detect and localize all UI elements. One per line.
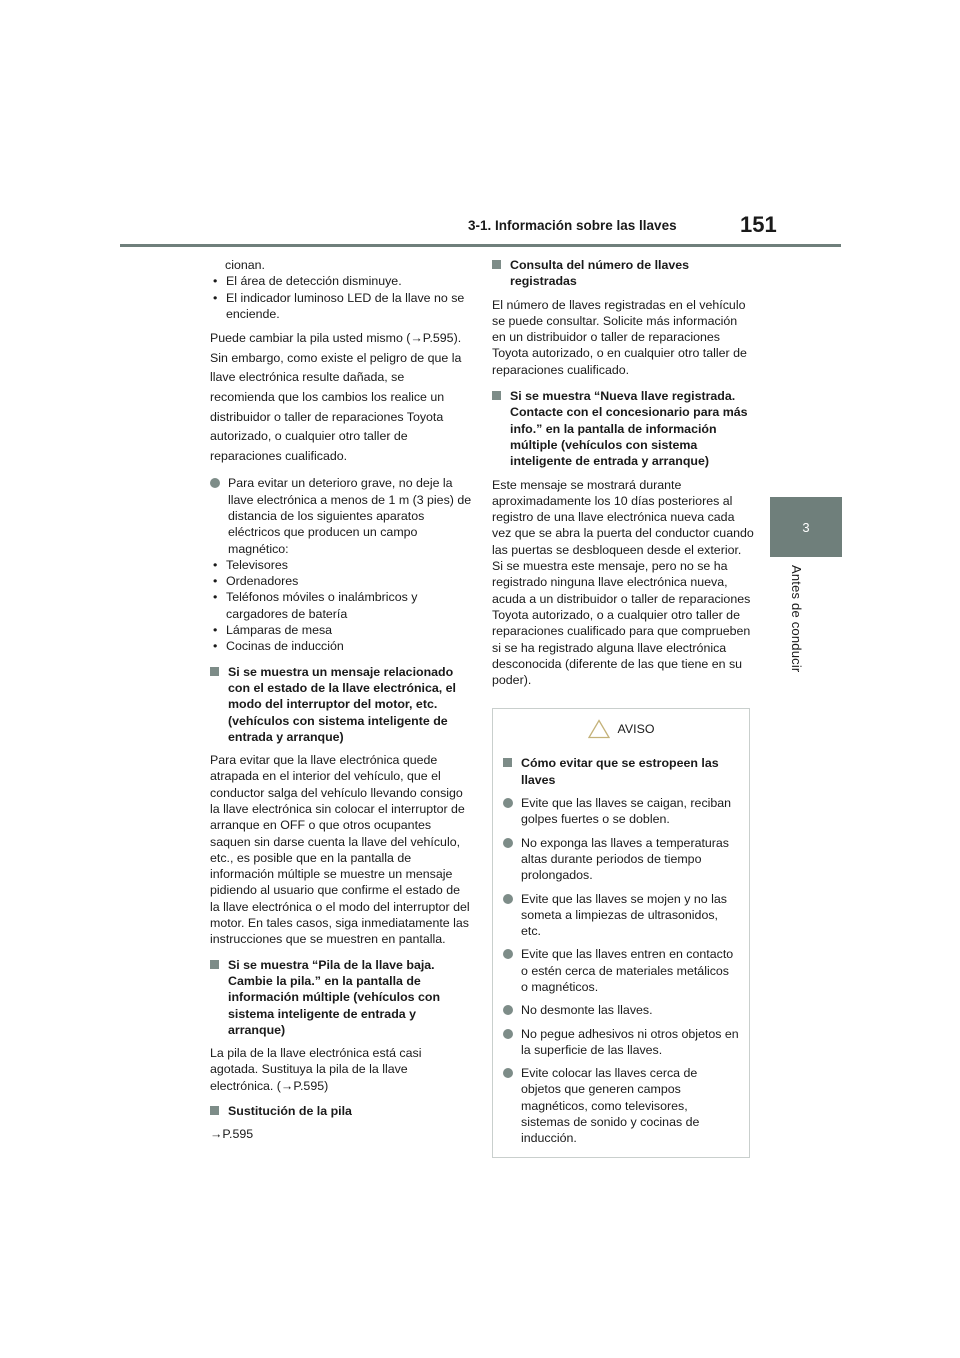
notice-item: No desmonte las llaves. <box>503 1002 739 1018</box>
notice-item: Evite que las llaves se mojen y no las someta a limpiezas de ultrasonidos, etc. <box>503 891 739 940</box>
notice-item: No pegue adhesivos ni otros objetos en la superficie de las llaves. <box>503 1026 739 1059</box>
notice-box <box>492 708 750 1157</box>
paragraph: Si se muestra este mensaje, pero no se ha registrado ninguna llave electrónica nueva, acuda a un distribuidor o taller de reparaciones Toyota autorizado, o a cualquier otro taller de reparaciones cualificado para que comprueben si se ha registrado alguna llave electrónica desconocida (diferente de las que tiene en su poder). <box>492 559 751 688</box>
chapter-tab: 3 <box>770 497 842 557</box>
square-bullet-icon <box>503 758 512 767</box>
conditions-list <box>210 273 472 322</box>
circle-bullet-icon <box>503 894 513 904</box>
paragraph: La pila de la llave electrónica está casi agotada. Sustituya la pila de la llave electrónica. (→P.595) <box>210 1046 422 1093</box>
notice-item: No exponga las llaves a temperaturas altas durante periodos de tiempo prolongados. <box>503 835 739 884</box>
circle-bullet-icon <box>503 1029 513 1039</box>
notice-header <box>503 715 739 743</box>
list-item: • Ordenadores <box>213 574 299 589</box>
paragraph: Para evitar que la llave electrónica quede atrapada en el interior del vehículo, que el conductor salga del vehículo llevando consigo la llave electrónica sin colocar el interruptor de arranque en OFF o que otros ocupantes saquen sin darse cuenta la llave del vehículo, etc., es posible que en la pantalla de información múltiple se muestre un mensaje pidiendo al usuario que confirme el estado de la llave electrónica o el modo del interruptor del motor. En tales casos, siga inmediatamente las instrucciones que se muestren en pantalla. <box>210 753 470 947</box>
list-item: • El indicador luminoso LED de la llave no se enciende. <box>213 290 465 321</box>
circle-bullet-icon <box>503 1068 513 1078</box>
section-heading: Si se muestra “Pila de la llave baja. Cambie la pila.” en la pantalla de información múltiple (vehículos con sistema inteligente de entrada y arranque) <box>210 957 472 1038</box>
list-item: • Televisores <box>213 557 288 572</box>
square-bullet-icon <box>210 960 219 969</box>
circle-bullet-icon <box>503 798 513 808</box>
deterioration-item: Para evitar un deterioro grave, no deje la llave electrónica a menos de 1 m (3 pies) de distancia de los siguientes aparatos eléctricos que producen un campo magnético: <box>210 475 472 556</box>
warning-triangle-icon <box>588 719 610 739</box>
circle-bullet-icon <box>210 478 220 488</box>
list-item: • El área de detección disminuye. <box>213 274 402 289</box>
list-item: • Cocinas de inducción <box>213 639 344 654</box>
circle-bullet-icon <box>503 949 513 959</box>
paragraph: Este mensaje se mostrará durante aproximadamente los 10 días posteriores al registro de una llave electrónica nueva cada vez que se abra la puerta del conductor cuando las puertas se desbloqueen desde el exterior. <box>492 477 754 557</box>
paragraph: →P.595 <box>210 1127 254 1142</box>
devices-list <box>210 557 472 655</box>
section-title: 3-1. Información sobre las llaves <box>468 218 677 233</box>
section-heading: Si se muestra un mensaje relacionado con el estado de la llave electrónica, el modo del interruptor del motor, etc. (vehículos con sistema inteligente de entrada y arranque) <box>210 664 472 745</box>
left-column <box>210 257 472 1149</box>
page-number: 151 <box>740 212 777 237</box>
section-heading: Sustitución de la pila <box>210 1103 472 1119</box>
notice-title: AVISO <box>617 722 655 737</box>
square-bullet-icon <box>492 391 501 400</box>
list-item: • Teléfonos móviles o inalámbricos y cargadores de batería <box>213 590 418 621</box>
list-item: • Lámparas de mesa <box>213 623 333 638</box>
right-column <box>492 257 754 1158</box>
circle-bullet-icon <box>503 838 513 848</box>
square-bullet-icon <box>210 667 219 676</box>
circle-bullet-icon <box>503 1005 513 1015</box>
chapter-title: Antes de conducir <box>789 565 804 673</box>
square-bullet-icon <box>492 260 501 269</box>
section-heading: Si se muestra “Nueva llave registrada. Contacte con el concesionario para más info.” en la pantalla de información múltiple (vehículos con sistema inteligente de entrada y arranque) <box>492 388 754 469</box>
section-heading: Consulta del número de llaves registradas <box>492 257 754 290</box>
paragraph: El número de llaves registradas en el vehículo se puede consultar. Solicite más información en un distribuidor o taller de reparaciones Toyota autorizado, o en cualquier otro taller de reparaciones cualificado. <box>492 297 747 377</box>
battery-paragraph: Puede cambiar la pila usted mismo (→P.595). Sin embargo, como existe el peligro de que la llave electrónica resulte dañada, se recomienda que los cambios los realice un distribuidor o taller de reparaciones Toyota autorizado, o cualquier otro taller de reparaciones cualificado. <box>210 331 462 463</box>
square-bullet-icon <box>210 1106 219 1115</box>
notice-item: Evite que las llaves entren en contacto o estén cerca de materiales metálicos o magnéticos. <box>503 946 739 995</box>
notice-heading: Cómo evitar que se estropeen las llaves <box>503 755 739 788</box>
notice-item: Evite colocar las llaves cerca de objetos que generen campos magnéticos, como televisores, sistemas de sonido y cocinas de inducción. <box>503 1065 739 1146</box>
continued-text: cionan. <box>225 258 265 272</box>
header-rule <box>120 244 841 247</box>
notice-item: Evite que las llaves se caigan, reciban golpes fuertes o se doblen. <box>503 795 739 828</box>
